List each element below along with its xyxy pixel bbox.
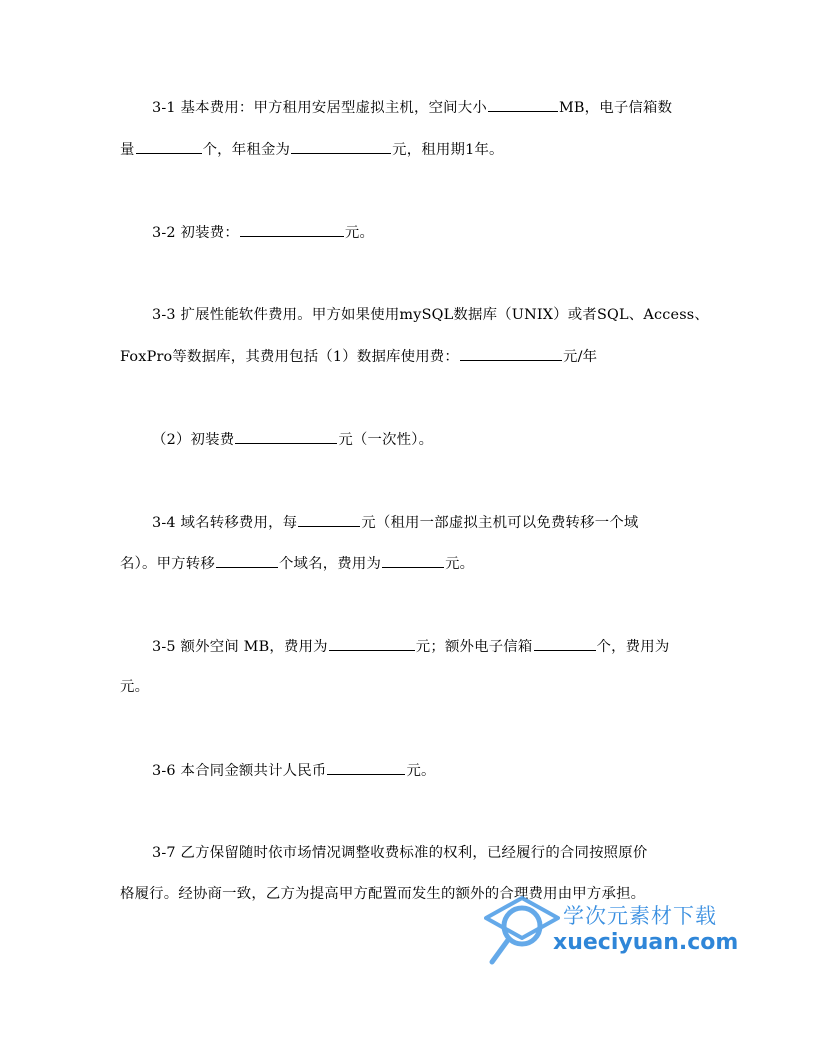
clause-3-4-line-1: [152, 512, 639, 533]
clause-3-7-line-1: [152, 843, 647, 863]
clause-3-3-line-3: [152, 429, 433, 450]
fill-blank: [488, 97, 558, 112]
fill-blank: [460, 346, 562, 361]
fill-blank: [327, 760, 405, 775]
text: 元（一次性）。: [338, 432, 434, 448]
clause-3-1-line-1: [152, 97, 672, 118]
text: 3-5 额外空间 MB，费用为: [152, 639, 328, 655]
text: 元。: [344, 225, 375, 241]
text: 3-7 乙方保留随时依市场情况调整收费标准的权利，已经履行的合同按照原价: [152, 845, 648, 861]
fill-blank: [136, 139, 202, 154]
fill-blank: [329, 636, 415, 651]
text: 元；额外电子信箱: [415, 639, 533, 655]
text: （2）初装费: [152, 432, 235, 448]
text: 3-3 扩展性能软件费用。甲方如果使用mySQL数据库（UNIX）或者SQL、Access、: [152, 307, 709, 323]
text: 元。: [120, 679, 150, 695]
text: 个，费用为: [596, 639, 670, 655]
clause-3-1-line-2: [120, 139, 504, 160]
text: 量: [120, 142, 135, 158]
text: 元。: [445, 556, 475, 572]
text: 3-6 本合同金额共计人民币: [152, 763, 327, 779]
text: 3-2 初装费：: [152, 225, 239, 241]
text: 元，租用期1年。: [392, 142, 504, 158]
fill-blank: [298, 512, 360, 527]
text: 个，年租金为: [202, 142, 291, 158]
text: 个域名，费用为: [278, 556, 382, 572]
clause-3-5-line-2: [120, 677, 149, 697]
fill-blank: [534, 636, 596, 651]
fill-blank: [382, 553, 444, 568]
fill-blank: [216, 553, 278, 568]
fill-blank: [291, 139, 391, 154]
text: MB，电子信箱数: [558, 100, 673, 116]
clause-3-3-line-1: [152, 305, 709, 325]
fill-blank: [240, 222, 344, 237]
text: 元/年: [562, 349, 598, 365]
text: 3-1 基本费用：甲方租用安居型虚拟主机，空间大小: [152, 100, 487, 116]
text: 名）。甲方转移: [120, 556, 215, 572]
text: 格履行。经协商一致，乙方为提高甲方配置而发生的额外的合理费用由甲方承担。: [120, 886, 646, 902]
clause-3-3-line-2: [120, 346, 597, 367]
fill-blank: [235, 429, 337, 444]
clause-3-2: [152, 222, 374, 243]
text: 3-4 域名转移费用，每: [152, 515, 298, 531]
text: 元。: [406, 763, 436, 779]
clause-3-4-line-2: [120, 553, 474, 574]
watermark-cn: 学次元素材下载: [563, 904, 717, 928]
text: 元（租用一部虚拟主机可以免费转移一个域: [361, 515, 639, 531]
text: FoxPro等数据库，其费用包括（1）数据库使用费：: [120, 349, 459, 365]
clause-3-5-line-1: [152, 636, 669, 657]
clause-3-6: [152, 760, 436, 781]
watermark-en: xueciyuan.com: [553, 930, 739, 955]
